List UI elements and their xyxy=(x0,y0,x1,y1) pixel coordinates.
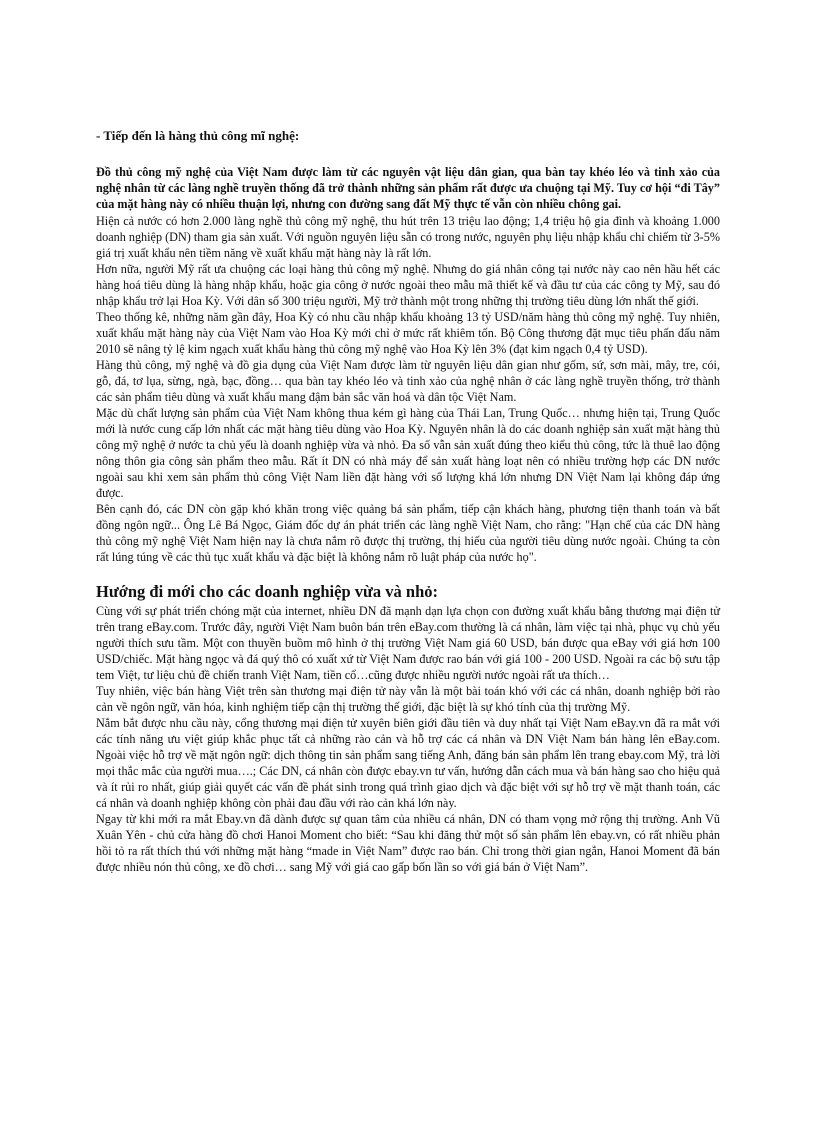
section-intro: Đồ thủ công mỹ nghệ của Việt Nam được làm từ các nguyên vật liệu dân gian, qua bàn tay khéo léo và tinh xảo của nghệ nhân từ các làng nghề truyền thống đã trở thành những sản phẩm rất được ưa chuộng tại Mỹ. Tuy cơ hội “đi Tây” của mặt hàng này có nhiều thuận lợi, nhưng con đường sang đất Mỹ thực tế vẫn còn nhiều chông gai. xyxy=(96,165,720,211)
section-heading-new-direction: Hướng đi mới cho các doanh nghiệp vừa và nhỏ: xyxy=(96,582,439,601)
paragraph: Ngay từ khi mới ra mắt Ebay.vn đã dành được sự quan tâm của nhiều cá nhân, DN có tham vọng mở rộng thị trường. Anh Vũ Xuân Yên - chủ cửa hàng đồ chơi Hanoi Moment cho biết: “Sau khi đăng thử một số sản phẩm lên ebay.vn, có rất nhiều phản hồi tỏ ra rất thích thú với những mặt hàng “made in Việt Nam” được rao bán. Chỉ trong thời gian ngắn, Hanoi Moment đã bán được nhiều nón thủ công, xe đồ chơi… sang Mỹ với giá cao gấp bốn lần so với giá bán ở Việt Nam”. xyxy=(96,812,720,874)
paragraph: Bên cạnh đó, các DN còn gặp khó khăn trong việc quảng bá sản phẩm, tiếp cận khách hàng, phương tiện thanh toán và bất đồng ngôn ngữ... Ông Lê Bá Ngọc, Giám đốc dự án phát triển các làng nghề Việt Nam, cho rằng: "Hạn chế của các DN hàng thủ công mỹ nghệ Việt Nam hiện nay là chưa nắm rõ được thị trường, thị hiếu của người tiêu dùng nước ngoài. Chúng ta còn rất lúng túng về các thủ tục xuất khẩu và đặc biệt là không nắm rõ luật pháp của nước họ". xyxy=(96,502,720,564)
paragraph: Hiện cả nước có hơn 2.000 làng nghề thủ công mỹ nghệ, thu hút trên 13 triệu lao động; 1,4 triệu hộ gia đình và khoảng 1.000 doanh nghiệp (DN) tham gia sản xuất. Với nguồn nguyên liệu sẵn có trong nước, nguyên phụ liệu nhập khẩu chỉ chiếm từ 3-5% giá trị xuất khẩu nên tiềm năng về xuất khẩu mặt hàng này là rất lớn. xyxy=(96,214,720,260)
paragraph: Tuy nhiên, việc bán hàng Việt trên sàn thương mại điện tử này vẫn là một bài toán khó với các cá nhân, doanh nghiệp bởi rào cản về ngôn ngữ, văn hóa, kinh nghiệm tiếp cận thị trường thế giới, đặc biệt là sự khó tính của thị trường Mỹ. xyxy=(96,684,720,714)
document-page xyxy=(96,128,720,875)
paragraph: Hơn nữa, người Mỹ rất ưa chuộng các loại hàng thủ công mỹ nghệ. Nhưng do giá nhân công tại nước này cao nên hầu hết các hàng hoá tiêu dùng là hàng nhập khẩu, hoặc gia công ở nước ngoài theo mẫu mã thiết kế và đầu tư của các công ty Mỹ, sau đó nhập khẩu trở lại Hoa Kỳ. Với dân số 300 triệu người, Mỹ trở thành một trong những thị trường tiêu dùng lớn nhất thế giới. xyxy=(96,262,720,308)
paragraph: Nắm bắt được nhu cầu này, cổng thương mại điện tử xuyên biên giới đầu tiên và duy nhất tại Việt Nam eBay.vn đã ra mắt với các tính năng ưu việt giúp khắc phục tất cả những rào cản và hỗ trợ các cá nhân và DN Việt Nam bán hàng lên eBay.com. Ngoài việc hỗ trợ về mặt ngôn ngữ: dịch thông tin sản phẩm sang tiếng Anh, đăng bán sản phẩm lên trang ebay.com Mỹ, trả lời mọi thắc mắc của người mua….; Các DN, cá nhân còn được ebay.vn tư vấn, hướng dẫn cách mua và bán hàng sao cho hiệu quả và ít rủi ro nhất, giúp giải quyết các vấn đề phát sinh trong quá trình giao dịch và đặc biệt với sự hỗ trợ về mặt thanh toán, các cá nhân và doanh nghiệp không còn phải đau đầu với rào cản khá lớn này. xyxy=(96,716,720,810)
paragraph: Cùng với sự phát triển chóng mặt của internet, nhiều DN đã mạnh dạn lựa chọn con đường xuất khẩu bằng thương mại điện tử trên trang eBay.com. Trước đây, người Việt Nam buôn bán trên eBay.com thường là cá nhân, làm việc tại nhà, phục vụ chủ yếu người thích sưu tầm. Một con thuyền buồm mô hình ở thị trường Việt Nam giá 60 USD, bán được qua eBay với giá hơn 100 USD/chiếc. Mặt hàng ngọc và đá quý thô có xuất xứ từ Việt Nam được rao bán với giá 100 - 200 USD. Ngoài ra các bộ sưu tập tem Việt, tư liệu chủ đề chiến tranh Việt Nam, tiền cổ…cũng được nhiều người nước ngoài rất ưa thích… xyxy=(96,604,720,682)
section-heading-handicrafts: - Tiếp đến là hàng thủ công mĩ nghệ: xyxy=(96,128,300,143)
paragraph: Hàng thủ công, mỹ nghệ và đồ gia dụng của Việt Nam được làm từ nguyên liệu dân gian như gốm, sứ, sơn mài, mây, tre, cói, gỗ, đá, tơ lụa, sừng, ngà, bạc, đồng… qua bàn tay khéo léo và tinh xảo của nghệ nhân ở các làng nghề truyền thống, trở thành các sản phẩm tiêu dùng và xuất khẩu mang đậm bản sắc văn hoá và dân tộc Việt Nam. xyxy=(96,358,720,404)
paragraph: Theo thống kê, những năm gần đây, Hoa Kỳ có nhu cầu nhập khẩu khoảng 13 tỷ USD/năm hàng thủ công mỹ nghệ. Tuy nhiên, xuất khẩu mặt hàng này của Việt Nam vào Hoa Kỳ mới chỉ ở mức rất khiêm tốn. Bộ Công thương đặt mục tiêu phấn đấu năm 2010 sẽ nâng tỷ lệ kim ngạch xuất khẩu hàng thủ công mỹ nghệ vào Hoa Kỳ lên 3% (đạt kim ngạch 0,4 tỷ USD). xyxy=(96,310,720,356)
paragraph: Mặc dù chất lượng sản phẩm của Việt Nam không thua kém gì hàng của Thái Lan, Trung Quốc… nhưng hiện tại, Trung Quốc mới là nước cung cấp lớn nhất các mặt hàng tiêu dùng vào Hoa Kỳ. Nguyên nhân là do các doanh nghiệp sản xuất mặt hàng thủ công mỹ nghệ ở nước ta chủ yếu là doanh nghiệp vừa và nhỏ. Đa số vẫn sản xuất đúng theo kiểu thủ công, tức là thuê lao động nông thôn gia công sản phẩm theo mẫu. Rất ít DN có nhà máy để sản xuất hàng loạt nên có nhiều trường hợp các DN nước ngoài sau khi xem sản phẩm thủ công Việt Nam liền đặt hàng với số lượng khá lớn nhưng DN Việt Nam lại không đáp ứng được. xyxy=(96,406,720,500)
